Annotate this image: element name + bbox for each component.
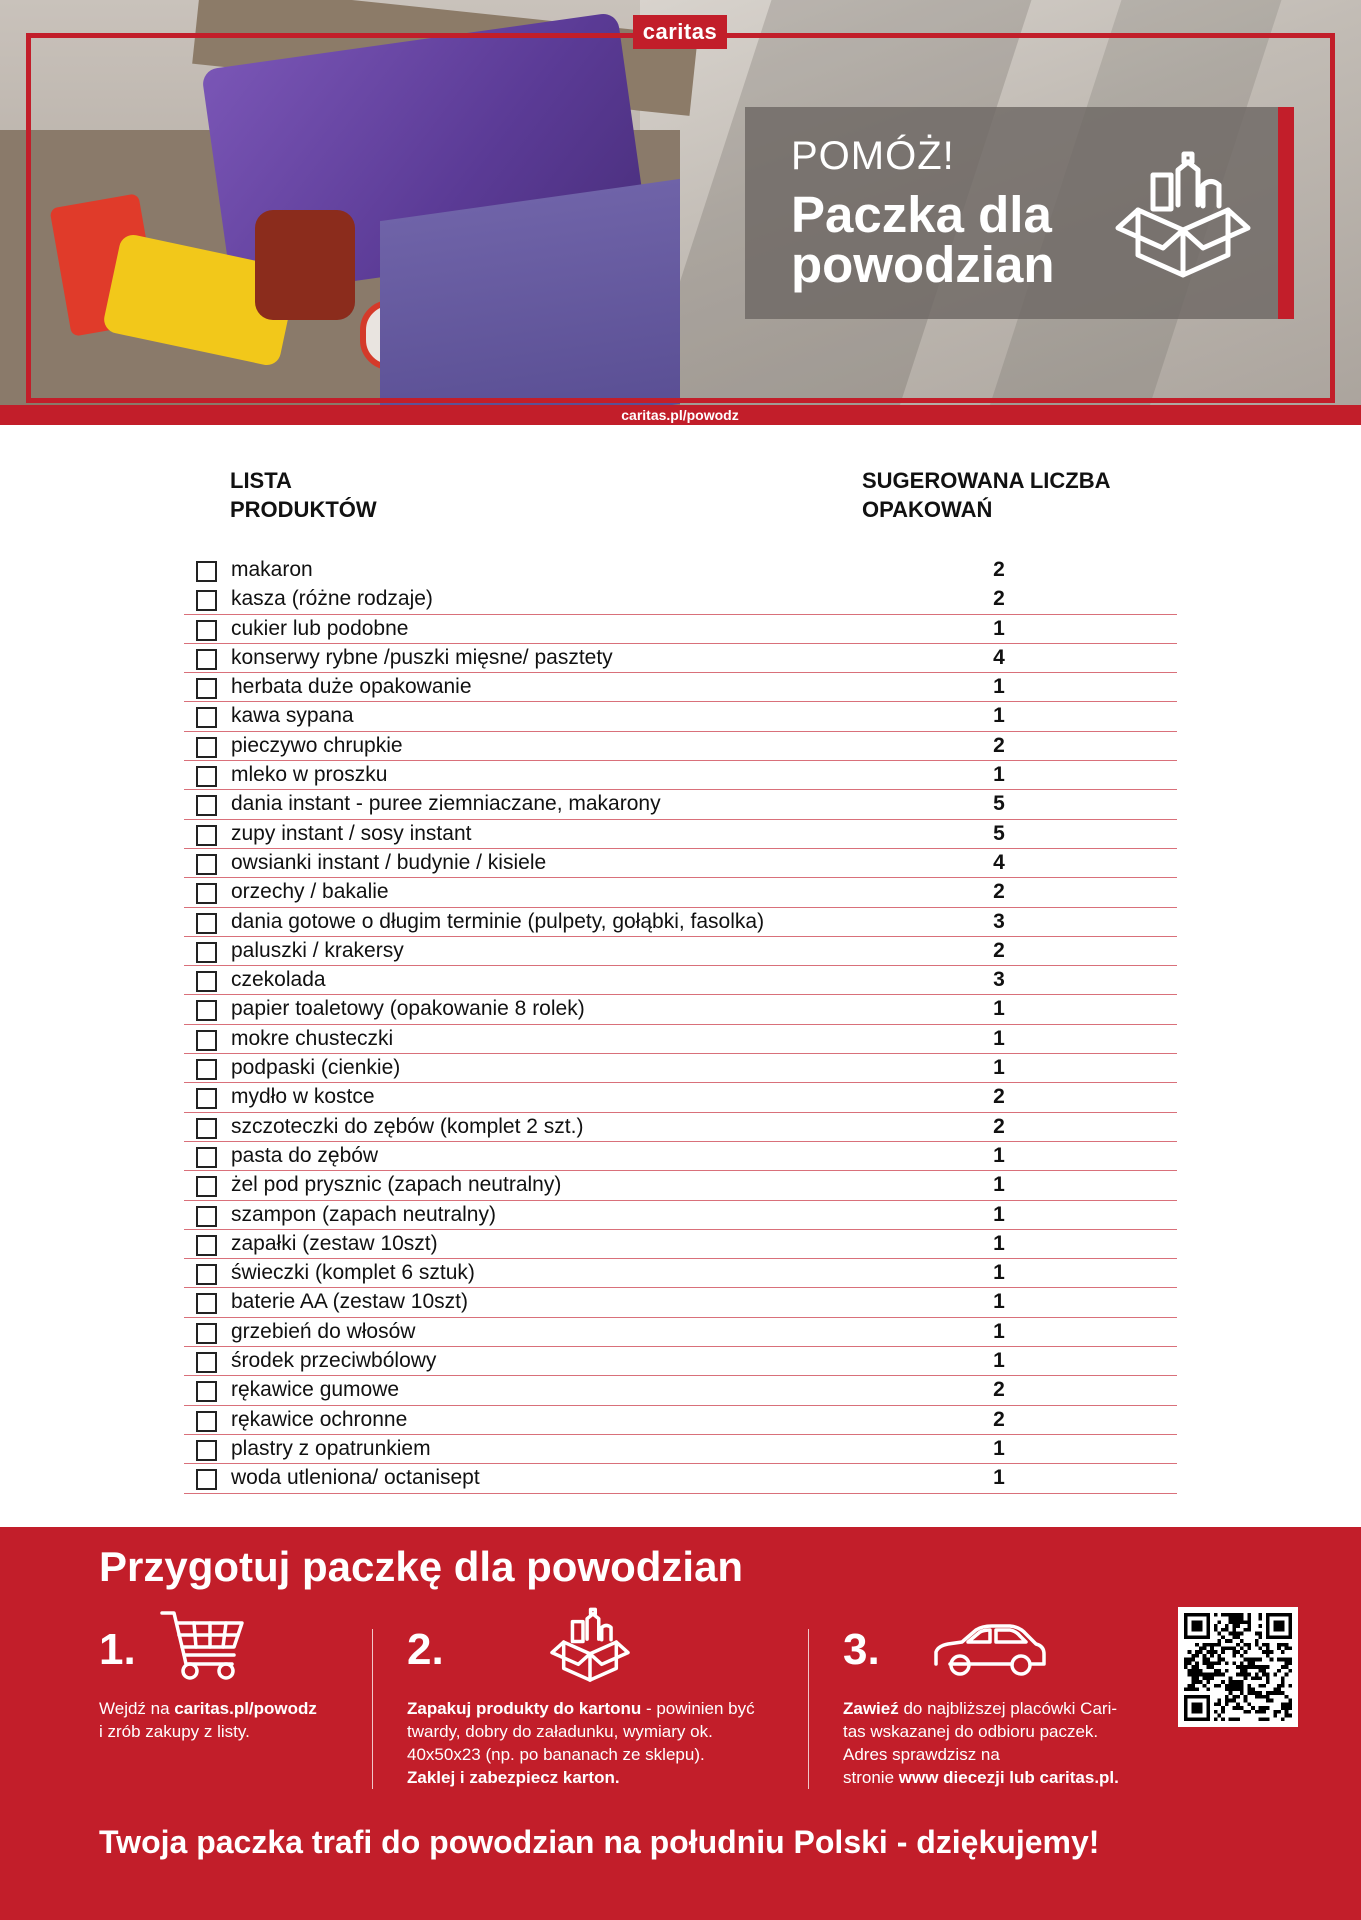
list-item: [184, 1435, 1177, 1464]
caritas-logo: caritas: [633, 15, 727, 49]
item-name: plastry z opatrunkiem: [231, 1436, 431, 1460]
step-text: i zrób zakupy z listy.: [99, 1722, 250, 1741]
hero-card-accent: [1278, 107, 1294, 319]
item-name: owsianki instant / budynie / kisiele: [231, 850, 547, 874]
list-item: [184, 790, 1177, 819]
step-divider: [808, 1629, 809, 1789]
item-name: pieczywo chrupkie: [231, 733, 403, 757]
list-item: [184, 1318, 1177, 1347]
item-name: mydło w kostce: [231, 1085, 375, 1109]
item-checkbox[interactable]: [196, 1352, 217, 1373]
step-text: stronie: [843, 1768, 899, 1787]
item-quantity: 2: [993, 938, 1005, 962]
column-header-line: OPAKOWAŃ: [862, 497, 993, 522]
item-quantity: 1: [993, 1436, 1005, 1460]
list-item: [184, 1406, 1177, 1435]
item-name: szampon (zapach neutralny): [231, 1202, 496, 1226]
item-checkbox[interactable]: [196, 913, 217, 934]
list-item: [184, 1376, 1177, 1405]
item-checkbox[interactable]: [196, 825, 217, 846]
item-checkbox[interactable]: [196, 766, 217, 787]
item-checkbox[interactable]: [196, 1469, 217, 1490]
list-item: [184, 1113, 1177, 1142]
list-item: [184, 585, 1177, 614]
item-name: herbata duże opakowanie: [231, 675, 472, 699]
step-number: 3.: [843, 1625, 880, 1674]
item-checkbox[interactable]: [196, 1440, 217, 1461]
item-quantity: 2: [993, 880, 1005, 904]
step-description-line: [843, 1743, 1119, 1766]
list-item: [184, 556, 1177, 585]
item-checkbox[interactable]: [196, 1206, 217, 1227]
item-name: pasta do zębów: [231, 1143, 379, 1167]
item-quantity: 2: [993, 558, 1005, 581]
list-item: [184, 995, 1177, 1024]
item-name: woda utleniona/ octanisept: [231, 1466, 480, 1490]
car-icon: [930, 1620, 1050, 1680]
list-item: [184, 1171, 1177, 1200]
item-quantity: 1: [993, 763, 1005, 787]
column-header-products: [230, 466, 377, 524]
item-name: mokre chusteczki: [231, 1026, 394, 1050]
item-quantity: 1: [993, 1231, 1005, 1255]
footer-title: Przygotuj paczkę dla powodzian: [99, 1543, 744, 1590]
step-text: tas wskazanej do odbioru paczek.: [843, 1722, 1099, 1741]
list-item: [184, 937, 1177, 966]
step-description-line: [843, 1697, 1119, 1720]
item-name: zupy instant / sosy instant: [231, 821, 472, 845]
item-checkbox[interactable]: [196, 854, 217, 875]
item-quantity: 2: [993, 733, 1005, 757]
item-quantity: 3: [993, 909, 1005, 933]
list-item: [184, 702, 1177, 731]
item-quantity: 1: [993, 1202, 1005, 1226]
step-text: twardy, dobry do załadunku, wymiary ok.: [407, 1722, 713, 1741]
list-item: [184, 1259, 1177, 1288]
item-checkbox[interactable]: [196, 649, 217, 670]
list-item: [184, 1054, 1177, 1083]
step-description-line: [843, 1766, 1119, 1789]
item-checkbox[interactable]: [196, 707, 217, 728]
item-quantity: 1: [993, 1056, 1005, 1080]
item-checkbox[interactable]: [196, 1293, 217, 1314]
item-name: kasza (różne rodzaje): [231, 587, 433, 611]
item-name: cukier lub podobne: [231, 616, 409, 640]
qr-code-image: [1184, 1613, 1292, 1721]
campaign-url[interactable]: caritas.pl/powodz: [621, 407, 739, 423]
item-name: mleko w proszku: [231, 763, 388, 787]
step-description-line: [843, 1720, 1119, 1743]
item-checkbox[interactable]: [196, 1000, 217, 1021]
item-quantity: 2: [993, 1407, 1005, 1431]
list-item: [184, 1288, 1177, 1317]
item-name: zapałki (zestaw 10szt): [231, 1231, 438, 1255]
item-checkbox[interactable]: [196, 883, 217, 904]
item-quantity: 4: [993, 850, 1005, 874]
item-name: czekolada: [231, 968, 326, 992]
item-quantity: 3: [993, 968, 1005, 992]
list-item: [184, 732, 1177, 761]
item-quantity: 1: [993, 1349, 1005, 1373]
item-quantity: 1: [993, 704, 1005, 728]
item-checkbox[interactable]: [196, 1323, 217, 1344]
item-name: papier toaletowy (opakowanie 8 rolek): [231, 997, 585, 1021]
item-quantity: 1: [993, 675, 1005, 699]
step-text: 40x50x23 (np. po bananach ze sklepu).: [407, 1745, 705, 1764]
item-checkbox[interactable]: [196, 737, 217, 758]
item-checkbox[interactable]: [196, 1176, 217, 1197]
step-description: [99, 1697, 317, 1743]
list-item: [184, 1083, 1177, 1112]
step-description-line: [407, 1766, 755, 1789]
list-item: [184, 820, 1177, 849]
item-name: baterie AA (zestaw 10szt): [231, 1290, 468, 1314]
item-quantity: 4: [993, 645, 1005, 669]
item-quantity: 1: [993, 1173, 1005, 1197]
item-name: grzebień do włosów: [231, 1319, 416, 1343]
step-description-line: [407, 1697, 755, 1720]
step-text: - powinien być: [641, 1699, 755, 1718]
item-name: szczoteczki do zębów (komplet 2 szt.): [231, 1114, 584, 1138]
item-name: paluszki / krakersy: [231, 938, 404, 962]
item-name: podpaski (cienkie): [231, 1056, 401, 1080]
hero-kicker: POMÓŻ!: [791, 134, 955, 178]
item-checkbox[interactable]: [196, 1264, 217, 1285]
item-checkbox[interactable]: [196, 1411, 217, 1432]
item-checkbox[interactable]: [196, 942, 217, 963]
hero-title: Paczka dla powodzian: [791, 186, 1055, 293]
step-divider: [372, 1629, 373, 1789]
item-name: środek przeciwbólowy: [231, 1349, 437, 1373]
step-description-line: [99, 1720, 317, 1743]
step-bold-text: Zaklej i zabezpiecz karton.: [407, 1768, 620, 1787]
step-text: do najbliższej placówki Cari-: [898, 1699, 1118, 1718]
item-quantity: 1: [993, 1290, 1005, 1314]
item-checkbox[interactable]: [196, 971, 217, 992]
step-description-line: [407, 1743, 755, 1766]
item-quantity: 2: [993, 1378, 1005, 1402]
list-item: [184, 849, 1177, 878]
hero-banner: [0, 0, 1361, 425]
item-quantity: 1: [993, 997, 1005, 1021]
step-description-line: [407, 1720, 755, 1743]
item-name: świeczki (komplet 6 sztuk): [231, 1261, 475, 1285]
item-name: konserwy rybne /puszki mięsne/ pasztety: [231, 645, 613, 669]
item-checkbox[interactable]: [196, 678, 217, 699]
step-bold-text: Zawieź: [843, 1699, 899, 1718]
item-quantity: 1: [993, 1319, 1005, 1343]
item-quantity: 1: [993, 1466, 1005, 1490]
item-checkbox[interactable]: [196, 561, 217, 582]
qr-code[interactable]: [1178, 1607, 1298, 1727]
item-quantity: 1: [993, 616, 1005, 640]
instructions-footer: [0, 1527, 1361, 1920]
step-text: Wejdź na: [99, 1699, 175, 1718]
item-name: kawa sypana: [231, 704, 354, 728]
step-text: Adres sprawdzisz na: [843, 1745, 1000, 1764]
column-header-line: SUGEROWANA LICZBA: [862, 468, 1111, 493]
thanks-message: Twoja paczka trafi do powodzian na południu Polski - dziękujemy!: [99, 1824, 1100, 1860]
item-checkbox[interactable]: [196, 620, 217, 641]
list-item: [184, 761, 1177, 790]
list-item: [184, 878, 1177, 907]
item-quantity: 5: [993, 821, 1005, 845]
column-header-quantity: [862, 466, 1111, 524]
shopping-cart-icon: [160, 1609, 246, 1683]
item-name: dania instant - puree ziemniaczane, makarony: [231, 792, 661, 816]
item-name: rękawice ochronne: [231, 1407, 408, 1431]
list-item: [184, 1347, 1177, 1376]
package-box-icon: [1108, 150, 1258, 280]
item-quantity: 2: [993, 1114, 1005, 1138]
item-quantity: 1: [993, 1026, 1005, 1050]
list-item: [184, 1201, 1177, 1230]
url-bar: [0, 405, 1361, 425]
item-name: dania gotowe o długim terminie (pulpety, gołąbki, fasolka): [231, 909, 765, 933]
list-item: [184, 1464, 1177, 1493]
list-item: [184, 644, 1177, 673]
item-checkbox[interactable]: [196, 590, 217, 611]
step-bold-text: caritas.pl/powodz: [174, 1699, 317, 1718]
list-item: [184, 1230, 1177, 1259]
step-description: [407, 1697, 755, 1789]
item-checkbox[interactable]: [196, 1088, 217, 1109]
item-checkbox[interactable]: [196, 1147, 217, 1168]
item-name: żel pod prysznic (zapach neutralny): [231, 1173, 562, 1197]
step-description: [843, 1697, 1119, 1789]
item-name: makaron: [231, 558, 313, 581]
step-number: 2.: [407, 1625, 444, 1674]
item-checkbox[interactable]: [196, 795, 217, 816]
item-checkbox[interactable]: [196, 1381, 217, 1402]
item-quantity: 1: [993, 1143, 1005, 1167]
item-quantity: 1: [993, 1261, 1005, 1285]
product-list: [184, 556, 1177, 1494]
list-item: [184, 1025, 1177, 1054]
step-bold-text: Zapakuj produkty do kartonu: [407, 1699, 642, 1718]
step-bold-text: www diecezji lub caritas.pl.: [898, 1768, 1119, 1787]
list-item: [184, 615, 1177, 644]
step-description-line: [99, 1697, 317, 1720]
item-name: orzechy / bakalie: [231, 880, 389, 904]
item-checkbox[interactable]: [196, 1059, 217, 1080]
list-item: [184, 908, 1177, 937]
item-quantity: 5: [993, 792, 1005, 816]
item-quantity: 2: [993, 1085, 1005, 1109]
column-header-line: PRODUKTÓW: [230, 497, 377, 522]
list-item: [184, 673, 1177, 702]
item-checkbox[interactable]: [196, 1235, 217, 1256]
column-header-line: LISTA: [230, 468, 292, 493]
list-item: [184, 1142, 1177, 1171]
list-item: [184, 966, 1177, 995]
item-checkbox[interactable]: [196, 1118, 217, 1139]
item-name: rękawice gumowe: [231, 1378, 400, 1402]
item-quantity: 2: [993, 587, 1005, 611]
package-box-icon: [546, 1607, 634, 1683]
step-number: 1.: [99, 1625, 136, 1674]
item-checkbox[interactable]: [196, 1030, 217, 1051]
